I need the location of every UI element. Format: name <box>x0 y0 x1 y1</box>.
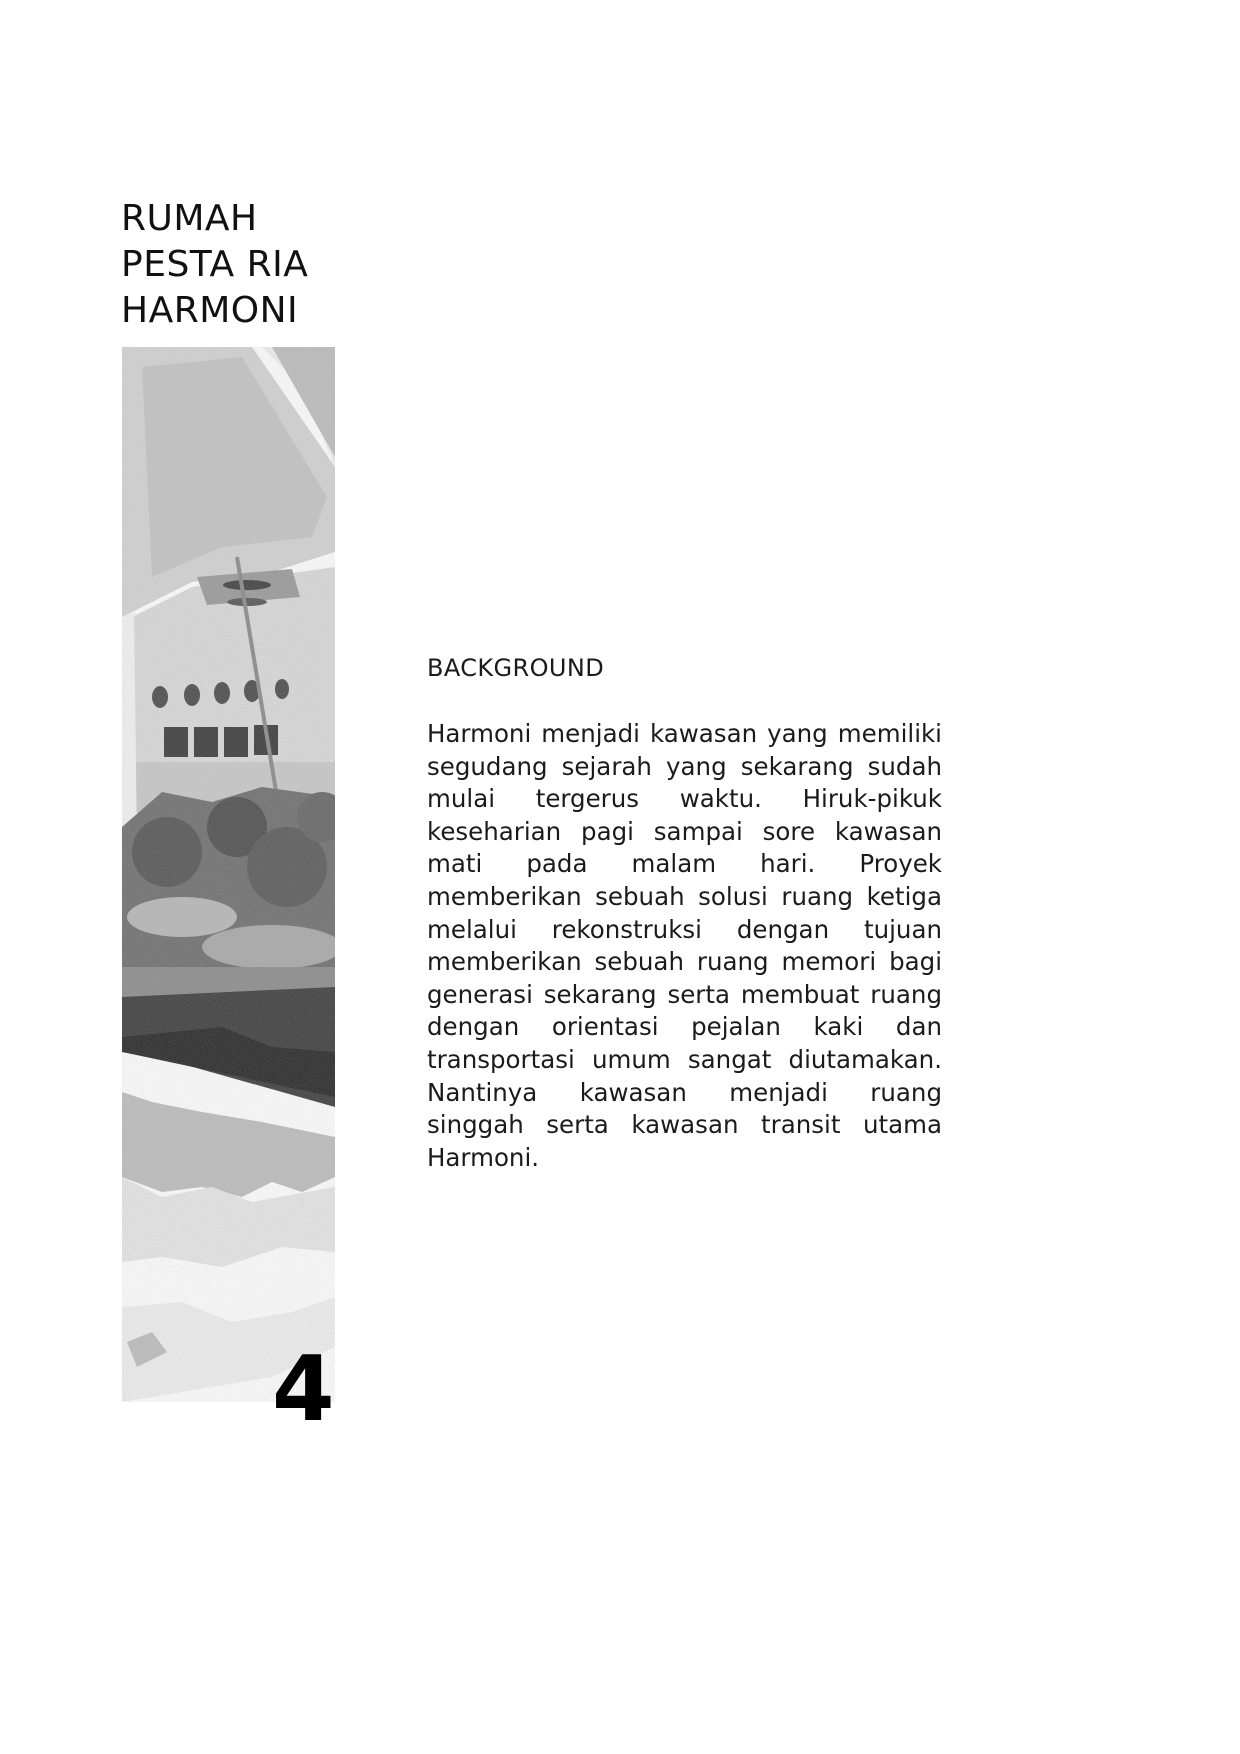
title-line-2: PESTA RIA <box>121 244 309 285</box>
page-title <box>121 196 308 334</box>
title-line-3: HARMONI <box>121 290 299 331</box>
body-paragraph: Harmoni menjadi kawasan yang memiliki segudang sejarah yang sekarang sudah mulai tergerus waktu. Hiruk-pikuk keseharian pagi sampai sore kawasan mati pada malam hari. Proyek memberikan sebuah solusi ruang ketiga melalui rekonstruksi dengan tujuan memberikan sebuah ruang memori bagi generasi sekarang serta membuat ruang dengan orientasi pejalan kaki dan transportasi umum sangat diutamakan. Nantinya kawasan menjadi ruang singgah serta kawasan transit utama Harmoni. <box>427 719 942 1172</box>
title-line-1: RUMAH <box>121 198 258 239</box>
collage-photo-strip <box>122 347 335 1402</box>
section-heading: BACKGROUND <box>427 654 605 682</box>
page-number: 4 <box>272 1337 335 1442</box>
